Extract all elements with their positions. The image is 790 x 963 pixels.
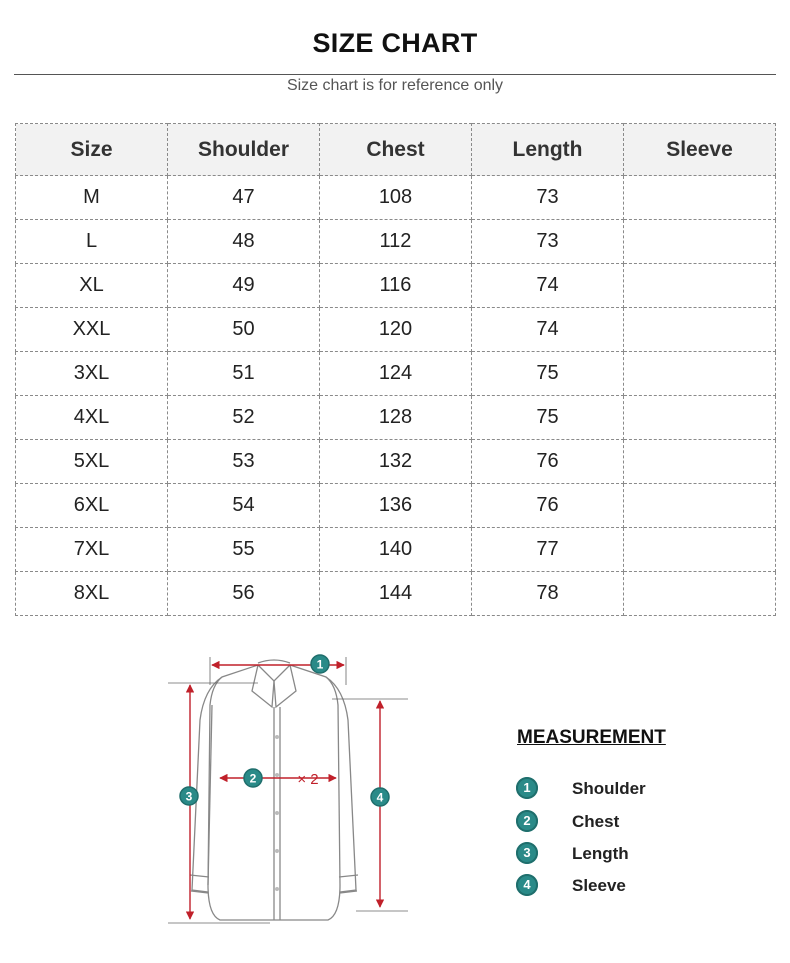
marker-3 bbox=[180, 787, 198, 805]
length-cell: 73 bbox=[472, 176, 624, 220]
legend-number-badge: 4 bbox=[516, 874, 538, 896]
size-cell: XL bbox=[16, 264, 168, 308]
sleeve-cell bbox=[624, 528, 776, 572]
table-row bbox=[16, 528, 776, 572]
size-cell: 3XL bbox=[16, 352, 168, 396]
table-row bbox=[16, 352, 776, 396]
marker-2 bbox=[244, 769, 262, 787]
chest-cell: 128 bbox=[320, 396, 472, 440]
length-cell: 77 bbox=[472, 528, 624, 572]
sleeve-cell bbox=[624, 572, 776, 616]
shoulder-cell: 56 bbox=[168, 572, 320, 616]
sleeve-cell bbox=[624, 440, 776, 484]
sleeve-cell bbox=[624, 220, 776, 264]
chest-cell: 108 bbox=[320, 176, 472, 220]
column-header-length: Length bbox=[472, 124, 624, 176]
chest-cell: 136 bbox=[320, 484, 472, 528]
length-cell: 74 bbox=[472, 308, 624, 352]
shoulder-cell: 52 bbox=[168, 396, 320, 440]
table-row bbox=[16, 308, 776, 352]
legend-label: Sleeve bbox=[572, 876, 626, 895]
chest-cell: 132 bbox=[320, 440, 472, 484]
legend-number-badge: 2 bbox=[516, 810, 538, 832]
legend-number-badge: 1 bbox=[516, 777, 538, 799]
table-row bbox=[16, 396, 776, 440]
size-cell: 6XL bbox=[16, 484, 168, 528]
shoulder-cell: 49 bbox=[168, 264, 320, 308]
table-body bbox=[16, 176, 776, 616]
sleeve-cell bbox=[624, 396, 776, 440]
sleeve-cell bbox=[624, 176, 776, 220]
size-cell: XXL bbox=[16, 308, 168, 352]
chest-cell: 124 bbox=[320, 352, 472, 396]
marker-3-label: 3 bbox=[185, 789, 193, 804]
legend-label: Shoulder bbox=[572, 779, 646, 798]
table-row bbox=[16, 440, 776, 484]
chest-multiplier-text: × 2 bbox=[297, 771, 319, 788]
shoulder-cell: 55 bbox=[168, 528, 320, 572]
table-row bbox=[16, 572, 776, 616]
marker-1-label: 1 bbox=[316, 657, 324, 672]
shirt-diagram bbox=[160, 645, 420, 935]
sleeve-cell bbox=[624, 484, 776, 528]
size-table bbox=[15, 123, 776, 616]
shoulder-cell: 53 bbox=[168, 440, 320, 484]
page-subtitle: Size chart is for reference only bbox=[286, 77, 504, 94]
length-cell: 76 bbox=[472, 484, 624, 528]
measurement-title: MEASUREMENT bbox=[517, 727, 666, 748]
table-header-row bbox=[16, 124, 776, 176]
marker-4-label: 4 bbox=[376, 790, 384, 805]
length-cell: 75 bbox=[472, 396, 624, 440]
marker-2-label: 2 bbox=[249, 771, 257, 786]
chest-cell: 112 bbox=[320, 220, 472, 264]
chest-cell: 140 bbox=[320, 528, 472, 572]
column-header-sleeve: Sleeve bbox=[624, 124, 776, 176]
size-cell: M bbox=[16, 176, 168, 220]
length-cell: 74 bbox=[472, 264, 624, 308]
size-cell: 5XL bbox=[16, 440, 168, 484]
chest-cell: 116 bbox=[320, 264, 472, 308]
chest-cell: 144 bbox=[320, 572, 472, 616]
chest-cell: 120 bbox=[320, 308, 472, 352]
marker-1 bbox=[311, 655, 329, 673]
shirt-buttons bbox=[275, 735, 279, 891]
size-cell: 7XL bbox=[16, 528, 168, 572]
page-title: SIZE CHART bbox=[312, 28, 478, 58]
table-row bbox=[16, 176, 776, 220]
length-cell: 78 bbox=[472, 572, 624, 616]
shoulder-cell: 47 bbox=[168, 176, 320, 220]
title-divider bbox=[14, 74, 776, 75]
column-header-shoulder: Shoulder bbox=[168, 124, 320, 176]
shoulder-cell: 48 bbox=[168, 220, 320, 264]
legend-label: Chest bbox=[572, 812, 620, 831]
shoulder-cell: 50 bbox=[168, 308, 320, 352]
sleeve-cell bbox=[624, 308, 776, 352]
sleeve-cell bbox=[624, 264, 776, 308]
legend-number-badge: 3 bbox=[516, 842, 538, 864]
size-cell: L bbox=[16, 220, 168, 264]
legend-label: Length bbox=[572, 844, 629, 863]
length-cell: 75 bbox=[472, 352, 624, 396]
size-cell: 8XL bbox=[16, 572, 168, 616]
table-row bbox=[16, 484, 776, 528]
length-cell: 73 bbox=[472, 220, 624, 264]
sleeve-cell bbox=[624, 352, 776, 396]
marker-4 bbox=[371, 788, 389, 806]
shoulder-cell: 51 bbox=[168, 352, 320, 396]
column-header-chest: Chest bbox=[320, 124, 472, 176]
table-row bbox=[16, 264, 776, 308]
size-cell: 4XL bbox=[16, 396, 168, 440]
shoulder-cell: 54 bbox=[168, 484, 320, 528]
length-cell: 76 bbox=[472, 440, 624, 484]
table-row bbox=[16, 220, 776, 264]
column-header-size: Size bbox=[16, 124, 168, 176]
